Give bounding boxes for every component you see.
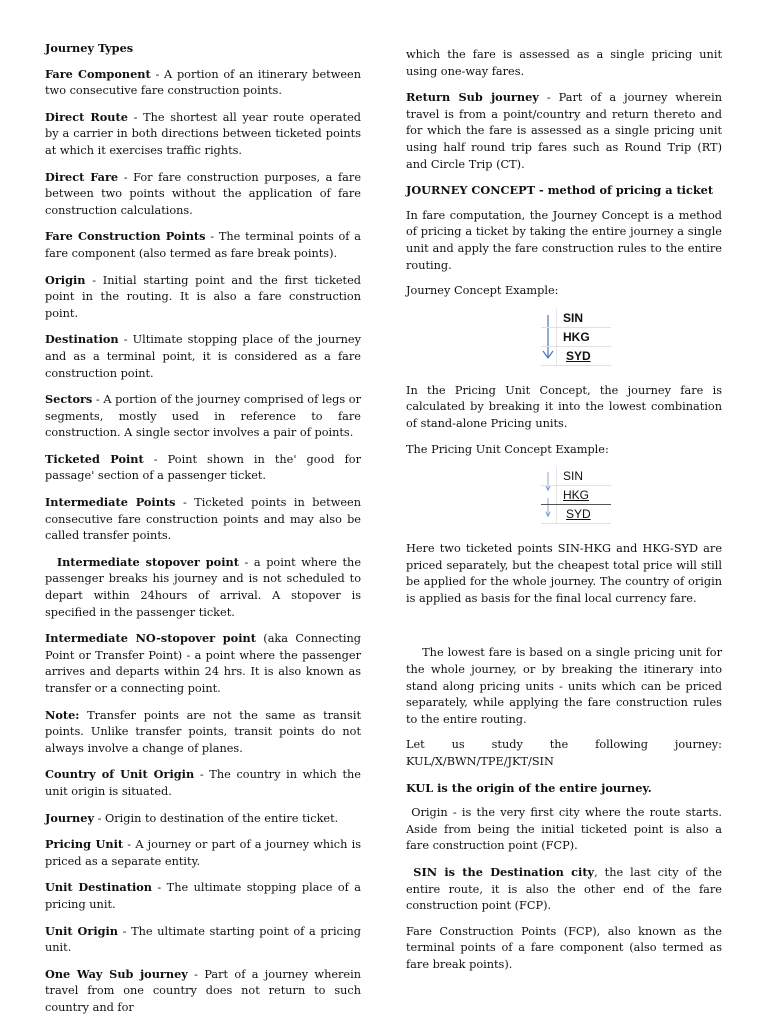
separator: - bbox=[187, 967, 205, 981]
definition: a point where the passenger breaks his journey and is not scheduled to depart within 24hours of arrival. A stopover is specified in the passenger ticket. bbox=[45, 555, 362, 619]
separator: - bbox=[194, 768, 210, 782]
here-text: Here two ticketed points SIN-HKG and HKG-SYD are priced separately, but the cheapest total price will still be applied for the whole journey. The country of origin is applied as basis for the final local currency fare. bbox=[406, 542, 722, 605]
definition: The ultimate stopping place of a pricing unit. bbox=[45, 881, 362, 911]
glossary-entry bbox=[45, 391, 361, 442]
left-column bbox=[45, 40, 361, 1026]
term: Return Sub journey bbox=[406, 90, 539, 105]
city-label: SIN bbox=[563, 310, 584, 325]
definition: For fare construction purposes, a fare between two points without the application of fare construction calculations. bbox=[45, 170, 362, 217]
term: Pricing Unit bbox=[45, 837, 124, 852]
separator: - bbox=[92, 393, 104, 407]
term: Origin bbox=[45, 272, 86, 287]
separator: - bbox=[238, 555, 254, 569]
glossary-entry bbox=[45, 554, 361, 621]
glossary-entry bbox=[45, 836, 361, 870]
definition: Part of a journey wherein travel from one country does not return to such country and for bbox=[45, 967, 362, 1014]
definition: Transfer points are not the same as transit points. Unlike transfer points, transit points do not always involve a change of planes. bbox=[45, 708, 361, 755]
glossary-entry bbox=[45, 331, 361, 382]
glossary-entry bbox=[45, 766, 361, 800]
glossary-entry bbox=[45, 494, 361, 545]
fcp-text: Fare Construction Points (FCP), also known as the terminal points of a fare component (also termed as fare break points). bbox=[406, 924, 722, 971]
definition: Origin to destination of the entire ticket. bbox=[105, 811, 339, 825]
definition: , the last city of the entire route, it is also the other end of the fare construction point (FCP). bbox=[406, 866, 722, 913]
glossary-entry bbox=[45, 272, 361, 323]
separator bbox=[79, 709, 87, 722]
city-label: SYD bbox=[566, 507, 591, 522]
pricing-unit-example-label: The Pricing Unit Concept Example: bbox=[406, 442, 609, 456]
glossary-entry bbox=[45, 451, 361, 485]
term: Journey bbox=[45, 810, 95, 825]
journey-concept-example-label: Journey Concept Example: bbox=[406, 284, 559, 298]
definition: A journey or part of a journey which is priced as a separate entity. bbox=[45, 838, 361, 868]
separator: - bbox=[150, 67, 165, 81]
term: Sectors bbox=[45, 392, 93, 407]
paragraph-oneway-cont: which the fare is assessed as a single pricing unit using one-way fares. bbox=[406, 48, 722, 78]
glossary-entry bbox=[45, 169, 361, 220]
separator: - bbox=[127, 110, 144, 124]
definition: The ultimate starting point of a pricing unit. bbox=[45, 924, 362, 955]
glossary-entry bbox=[45, 630, 361, 697]
term: Fare Component bbox=[45, 66, 151, 81]
definition: The terminal points of a fare component (also termed as fare break points). bbox=[45, 230, 361, 260]
term: Unit Destination bbox=[45, 880, 152, 895]
term: Direct Route bbox=[45, 109, 128, 124]
separator: - bbox=[118, 333, 133, 347]
city-label: SYD bbox=[566, 348, 591, 363]
definition: - Part of a journey wherein travel is from a point/country and return thereto and for which the fare is assessed as a single pricing unit using half round trip fares such as Round Trip (RT) and Circle Trip (CT). bbox=[406, 91, 723, 171]
separator: - bbox=[205, 230, 219, 244]
definition: Ticketed points in between consecutive fare construction points and may also be called transfer points. bbox=[45, 496, 362, 543]
term: Intermediate NO-stopover point bbox=[45, 631, 256, 646]
glossary-entry bbox=[45, 109, 361, 160]
paragraph-return-sub-journey bbox=[406, 89, 722, 173]
term: One Way Sub journey bbox=[45, 966, 188, 981]
kul-origin-text: KUL is the origin of the entire journey. bbox=[406, 780, 652, 795]
definition: Initial starting point and the first ticketed point in the routing. It is also a fare construction point. bbox=[45, 273, 362, 320]
term: Intermediate stopover point bbox=[45, 554, 239, 569]
origin-definition-text: Origin - is the very first city where the route starts. Aside from being the initial ticketed point is also a fare construction point (FCP). bbox=[406, 806, 726, 853]
separator: - bbox=[118, 170, 134, 184]
glossary-entry bbox=[45, 923, 361, 957]
study-journey-text: Let us study the following journey: KUL/X/BWN/TPE/JKT/SIN bbox=[406, 738, 722, 769]
section-heading: Journey Types bbox=[45, 41, 134, 55]
separator: - bbox=[94, 811, 106, 825]
glossary-entry bbox=[45, 228, 361, 262]
definition: The shortest all year route operated by a carrier in both directions between ticketed points at which it exercises traffic rights. bbox=[45, 110, 361, 157]
definition: A portion of an itinerary between two consecutive fare construction points. bbox=[45, 67, 362, 98]
term: Destination bbox=[45, 332, 119, 347]
separator: - bbox=[143, 452, 168, 466]
journey-concept-heading: JOURNEY CONCEPT - method of pricing a ticket bbox=[406, 183, 714, 198]
separator: - bbox=[85, 273, 103, 287]
city-label: HKG bbox=[563, 488, 590, 503]
term: Unit Origin bbox=[45, 923, 119, 938]
term: Fare Construction Points bbox=[45, 229, 206, 244]
journey-concept-text: In fare computation, the Journey Concept is a method of pricing a ticket by taking the entire journey a single unit and apply the fare construction rules to the entire routing. bbox=[406, 208, 722, 272]
glossary-entry bbox=[45, 707, 361, 758]
term: Note: bbox=[45, 707, 80, 722]
right-column bbox=[406, 47, 726, 983]
pricing-unit-diagram bbox=[406, 467, 722, 531]
definition: Ultimate stopping place of the journey and as a terminal point, it is considered as a fare construction point. bbox=[45, 333, 361, 380]
pricing-unit-text: In the Pricing Unit Concept, the journey fare is calculated by breaking it into the lowest combination of stand-alone Pricing units. bbox=[406, 383, 722, 430]
separator: - bbox=[123, 838, 136, 852]
lowest-fare-text: The lowest fare is based on a single pricing unit for the whole journey, or by breaking the itinerary into stand along pricing units - units which can be priced separately, while applying the fare construction rules to the entire routing. bbox=[406, 646, 726, 726]
term: Country of Unit Origin bbox=[45, 767, 195, 782]
glossary-entry bbox=[45, 879, 361, 913]
term: Intermediate Points bbox=[45, 495, 176, 510]
definition: The country in which the unit origin is situated. bbox=[45, 768, 361, 798]
sin-destination-text bbox=[406, 864, 722, 915]
definition: A portion of the journey comprised of legs or segments, mostly used in reference to fare construction. A single sector involves a pair of points. bbox=[45, 393, 362, 440]
glossary-entry bbox=[45, 966, 361, 1017]
separator: - bbox=[151, 881, 167, 895]
glossary-entry bbox=[45, 810, 361, 828]
separator: - bbox=[175, 496, 195, 510]
city-label: HKG bbox=[563, 329, 590, 344]
definition: (aka Connecting Point or Transfer Point) - a point where the passenger arrives and departs within 24 hrs. It is also known as transfer or a connecting point. bbox=[45, 632, 362, 695]
term: Ticketed Point bbox=[45, 451, 144, 466]
definition: Point shown in the' good for passage' section of a passenger ticket. bbox=[45, 452, 361, 483]
glossary-entry bbox=[45, 66, 361, 100]
term: SIN is the Destination city bbox=[406, 865, 595, 879]
city-label: SIN bbox=[563, 469, 584, 484]
separator: - bbox=[118, 924, 132, 938]
journey-concept-diagram bbox=[406, 309, 722, 373]
term: Direct Fare bbox=[45, 169, 119, 184]
